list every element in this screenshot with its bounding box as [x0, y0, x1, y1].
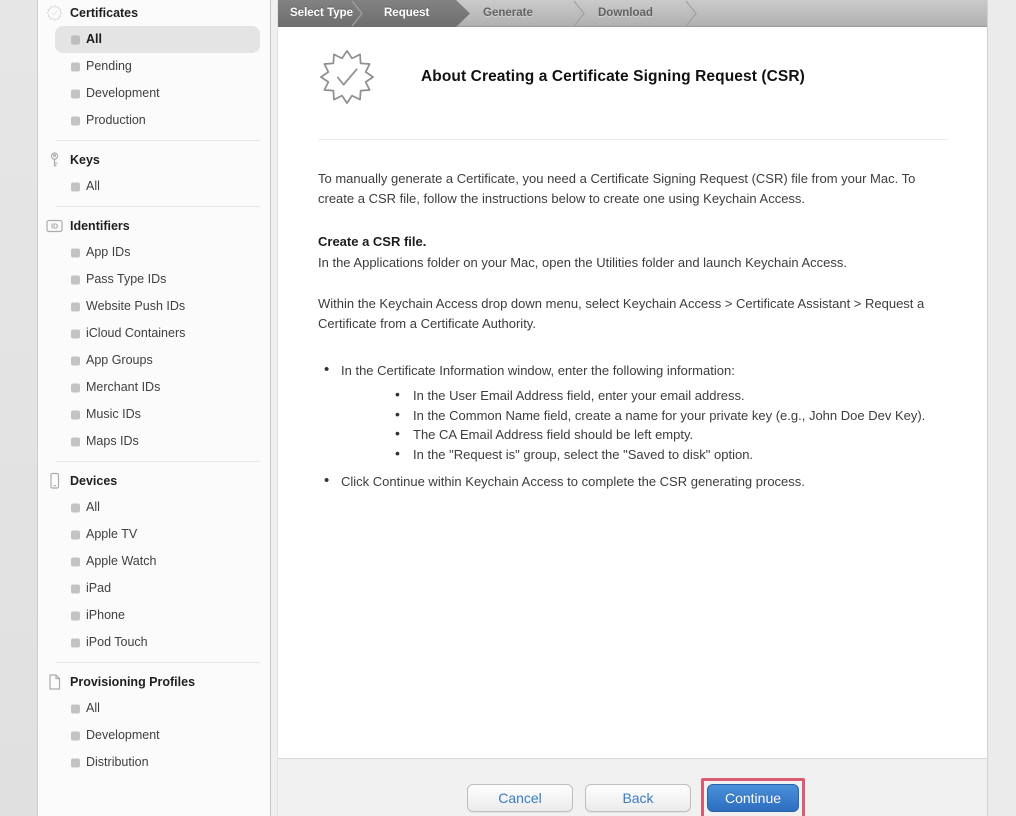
- sidebar-item-icloud-containers[interactable]: iCloud Containers: [55, 320, 260, 347]
- bullet-icon: [71, 89, 80, 98]
- key-icon: [46, 152, 63, 169]
- bullet-icon: [71, 383, 80, 392]
- bullet-icon: [71, 356, 80, 365]
- sidebar-header-label: Keys: [70, 153, 100, 167]
- developer-portal-window: [38, 0, 987, 816]
- page-background-left: [0, 0, 38, 816]
- sidebar-header-provisioning-profiles: [38, 669, 270, 695]
- instructions-paragraph-1: In the Applications folder on your Mac, open the Utilities folder and launch Keychain Access.: [318, 255, 847, 270]
- sidebar-item-website-push-ids[interactable]: Website Push IDs: [55, 293, 260, 320]
- sidebar-item-app-groups[interactable]: App Groups: [55, 347, 260, 374]
- sidebar-item-apple-watch[interactable]: Apple Watch: [55, 548, 260, 575]
- sidebar-item-ipod-touch[interactable]: iPod Touch: [55, 629, 260, 656]
- bullet-icon: [71, 437, 80, 446]
- bullet-icon: [71, 584, 80, 593]
- chevron-right-icon: [350, 0, 364, 27]
- sidebar-item-certificates-production[interactable]: Production: [55, 107, 260, 134]
- device-icon: [46, 473, 63, 490]
- sidebar-item-iphone[interactable]: iPhone: [55, 602, 260, 629]
- sidebar-header-devices: [38, 468, 270, 494]
- sidebar-header-keys: [38, 147, 270, 173]
- wizard-step-select-type: Select Type: [290, 7, 354, 19]
- sidebar-header-label: Identifiers: [70, 219, 130, 233]
- title-row: [318, 48, 949, 106]
- wizard-step-request: Request: [384, 7, 430, 19]
- chevron-right-icon: [572, 0, 586, 27]
- main-content-panel: [278, 0, 987, 816]
- chevron-right-icon: [684, 0, 698, 27]
- bullet-icon: [71, 182, 80, 191]
- sidebar-section-provisioning-profiles: [38, 669, 270, 776]
- list-item: • The CA Email Address field should be left empty.: [390, 425, 949, 445]
- back-button[interactable]: Back: [585, 784, 691, 812]
- certificate-seal-icon: [46, 5, 63, 22]
- bullet-icon: [71, 704, 80, 713]
- list-item: • In the User Email Address field, enter your email address.: [390, 386, 949, 406]
- wizard-step-download: Download: [598, 7, 653, 19]
- sidebar-header-label: Provisioning Profiles: [70, 675, 196, 689]
- wizard-step-bar: [278, 0, 987, 27]
- sidebar-separator: [56, 461, 260, 462]
- bullet-icon: [71, 62, 80, 71]
- bullet-icon: [71, 638, 80, 647]
- bullet-icon: [71, 275, 80, 284]
- sidebar-item-pass-type-ids[interactable]: Pass Type IDs: [55, 266, 260, 293]
- list-item: • In the Common Name field, create a name for your private key (e.g., John Doe Dev Key).: [390, 406, 949, 426]
- sidebar-item-certificates-pending[interactable]: Pending: [55, 53, 260, 80]
- sidebar-item-keys-all[interactable]: All: [55, 173, 260, 200]
- intro-paragraph: To manually generate a Certificate, you need a Certificate Signing Request (CSR) file from your Mac. To create a CSR file, follow the instructions below to create one using Keychain Access.: [318, 171, 916, 206]
- sidebar-item-profiles-distribution[interactable]: Distribution: [55, 749, 260, 776]
- bullet-icon: [71, 530, 80, 539]
- instructions-list: [318, 361, 949, 492]
- sidebar-item-apple-tv[interactable]: Apple TV: [55, 521, 260, 548]
- bullet-icon: [71, 731, 80, 740]
- svg-text:ID: ID: [51, 223, 58, 231]
- list-item: • In the Certificate Information window, enter the following information: • In the User Email Address field, enter your email address. • In the Common Name field, create a name for your private key (e.g., John Doe Dev Key). • The CA Email Address field should be left empty. • In the "Request is" group, select the "Saved to disk" option.: [318, 361, 949, 464]
- sidebar-header-label: Certificates: [70, 6, 139, 20]
- instructions-paragraph-2: Within the Keychain Access drop down menu, select Keychain Access > Certificate Assistant > Request a Certificate from a Certificate Authority.: [318, 296, 925, 331]
- document-icon: [46, 674, 63, 691]
- id-badge-icon: [46, 218, 63, 235]
- list-item: • In the "Request is" group, select the "Saved to disk" option.: [390, 445, 949, 465]
- sidebar-section-devices: [38, 468, 270, 663]
- sidebar-item-app-ids[interactable]: App IDs: [55, 239, 260, 266]
- bullet-icon: [71, 302, 80, 311]
- sidebar-separator: [56, 662, 260, 663]
- sidebar-item-certificates-development[interactable]: Development: [55, 80, 260, 107]
- list-item: • Click Continue within Keychain Access to complete the CSR generating process.: [318, 472, 949, 492]
- section-heading: Create a CSR file.: [318, 234, 427, 249]
- bullet-icon: [71, 758, 80, 767]
- bullet-icon: [71, 116, 80, 125]
- sidebar-item-profiles-development[interactable]: Development: [55, 722, 260, 749]
- sidebar-item-ipad[interactable]: iPad: [55, 575, 260, 602]
- bullet-icon: [71, 410, 80, 419]
- page-body: [278, 27, 987, 758]
- bullet-icon: [71, 503, 80, 512]
- sidebar-item-devices-all[interactable]: All: [55, 494, 260, 521]
- bullet-icon: [71, 35, 80, 44]
- sidebar-content-divider: [270, 0, 278, 816]
- sidebar-separator: [56, 206, 260, 207]
- title-divider: [318, 139, 949, 140]
- sidebar-item-profiles-all[interactable]: All: [55, 695, 260, 722]
- sidebar-section-keys: [38, 147, 270, 207]
- sidebar: [38, 0, 270, 816]
- sidebar-header-identifiers: [38, 213, 270, 239]
- bullet-icon: [71, 329, 80, 338]
- cancel-button[interactable]: Cancel: [467, 784, 573, 812]
- sidebar-item-music-ids[interactable]: Music IDs: [55, 401, 260, 428]
- instructions-sublist: [341, 386, 949, 464]
- bullet-icon: [71, 248, 80, 257]
- sidebar-header-label: Devices: [70, 474, 118, 488]
- sidebar-header-certificates: [38, 0, 270, 26]
- sidebar-item-maps-ids[interactable]: Maps IDs: [55, 428, 260, 455]
- sidebar-item-certificates-all[interactable]: All: [55, 26, 260, 53]
- wizard-step-generate: Generate: [483, 7, 533, 19]
- continue-button[interactable]: Continue: [707, 784, 799, 812]
- sidebar-separator: [56, 140, 260, 141]
- page-background-right: [987, 0, 1016, 816]
- sidebar-section-identifiers: [38, 213, 270, 462]
- sidebar-section-certificates: [38, 0, 270, 141]
- footer-action-bar: [278, 758, 987, 816]
- sidebar-item-merchant-ids[interactable]: Merchant IDs: [55, 374, 260, 401]
- page-title: About Creating a Certificate Signing Request (CSR): [421, 68, 805, 85]
- certificate-seal-check-icon: [318, 48, 376, 106]
- bullet-icon: [71, 557, 80, 566]
- bullet-icon: [71, 611, 80, 620]
